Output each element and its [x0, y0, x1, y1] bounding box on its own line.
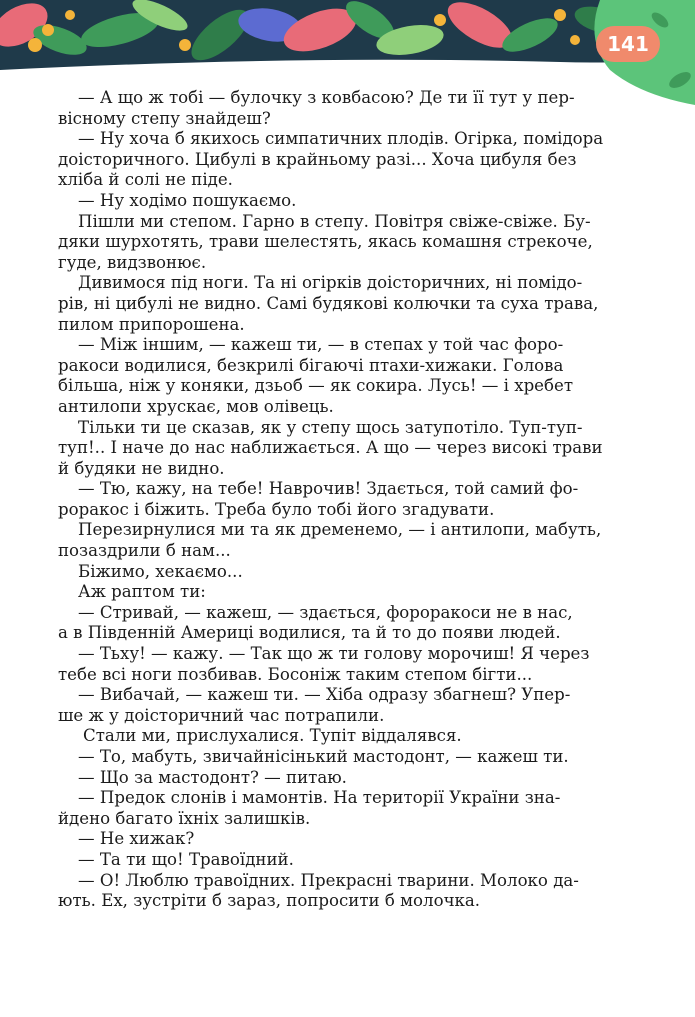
paragraph: Біжимо, хекаємо...	[78, 561, 243, 581]
paragraph: — Тю, кажу, на тебе! Наврочив! Здається, той самий фо- роракос і біжить. Треба було тобі його згадувати.	[58, 479, 579, 519]
paragraph: Тільки ти це сказав, як у степу щось затупотіло. Туп-туп- туп!.. І наче до нас наближається. А що — через високі трави й будяки не видно.	[58, 417, 603, 478]
paragraph: Пішли ми степом. Гарно в степу. Повітря свіже-свіже. Бу- дяки шурхотять, трави шелестять, якась комашня стрекоче, гуде, видзвонює.	[58, 211, 593, 272]
paragraph: — Стривай, — кажеш, — здається, фороракоси не в нас, а в Південній Америці водилися, та й то до появи людей.	[58, 602, 573, 643]
paragraph: — Ну ходімо пошукаємо.	[78, 190, 297, 210]
paragraph: Перезирнулися ми та як дременемо, — і антилопи, мабуть, позаздрили б нам...	[58, 520, 602, 561]
paragraph: — Предок слонів і мамонтів. На території України зна- йдено багато їхніх залишків.	[58, 788, 561, 828]
paragraph: — Вибачай, — кажеш ти. — Хіба одразу збагнеш? Упер- ше ж у доісторичний час потрапили.	[58, 685, 571, 725]
paragraph: Аж раптом ти:	[78, 582, 206, 602]
paragraph: — А що ж тобі — булочку з ковбасою? Де ти її тут у пер- вісному степу знайдеш?	[58, 88, 575, 128]
paragraph: — Тьху! — кажу. — Так що ж ти голову морочиш! Я через тебе всі ноги позбивав. Босоніж таким степом бігти...	[58, 644, 590, 684]
paragraph: — Не хижак?	[78, 829, 195, 849]
paragraph: — Між іншим, — кажеш ти, — в степах у той час форо- ракоси водилися, безкрилі бігаючі птахи-хижаки. Голова більша, ніж у коняки, дзьоб — як сокира. Лусь! — і хребет антилопи хрускає, мов олівець.	[58, 335, 573, 416]
paragraph: — Ну хоча б якихось симпатичних плодів. Огірка, помідора доісторичного. Цибулі в крайньому разі... Хоча цибуля без хліба й солі не піде.	[58, 129, 604, 190]
paragraph: — То, мабуть, звичайнісінький мастодонт, — кажеш ти.	[78, 747, 569, 766]
paragraph: — Та ти що! Травоїдний.	[78, 849, 294, 869]
paragraph: Стали ми, прислухалися. Тупіт віддалявся.	[83, 726, 462, 746]
story-text	[58, 88, 618, 912]
page-number: 141	[596, 26, 660, 62]
paragraph: Дивимося під ноги. Та ні огірків доісторичних, ні помідо- рів, ні цибулі не видно. Самі будякові колючки та суха трава, пилом припорошена.	[58, 273, 599, 334]
paragraph: — О! Люблю травоїдних. Прекрасні тварини. Молоко да- ють. Ех, зустріти б зараз, попросити б молочка.	[58, 870, 579, 911]
paragraph: — Що за мастодонт? — питаю.	[78, 767, 347, 787]
